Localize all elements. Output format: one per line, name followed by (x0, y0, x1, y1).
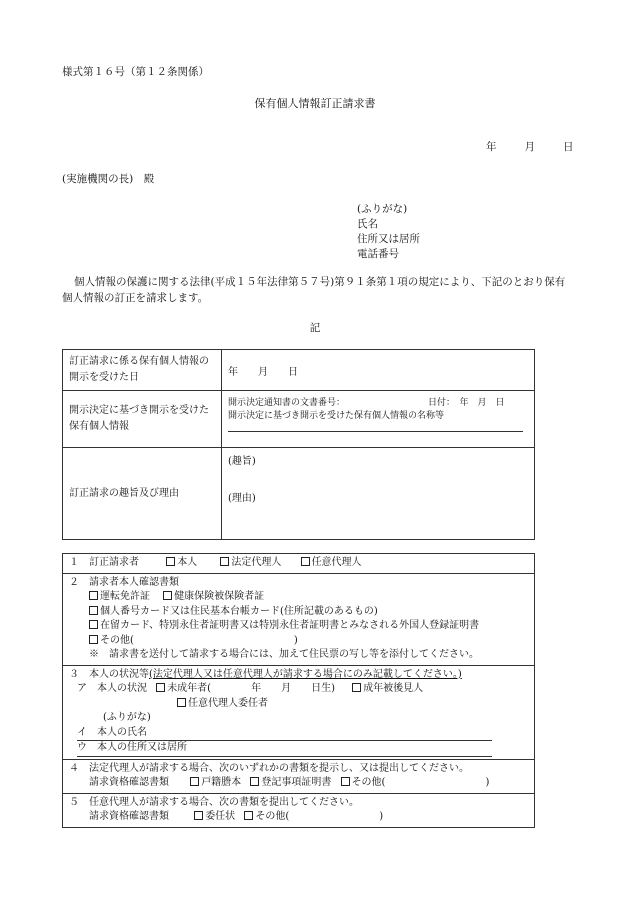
reason-label: (理由) (228, 493, 256, 504)
legal-rep-other-label: その他( ) (351, 777, 490, 788)
voluntary-principal-label: 任意代理人委任者 (188, 697, 268, 709)
other-id-checkbox[interactable] (89, 635, 98, 644)
applicant-name: 氏名 (357, 218, 378, 230)
adult-ward-label: 成年被後見人 (363, 683, 424, 694)
section-4-legal-rep-docs (63, 759, 535, 793)
principal-name-field[interactable] (77, 726, 492, 742)
health-insurance-label: 健康保険被保険者証 (174, 591, 265, 602)
mail-request-note: ※ 請求書を送付して請求する場合には、加えて住民票の写し等を添付してください。 (89, 649, 479, 660)
date-day: 日 (563, 141, 574, 153)
power-of-attorney-label: 委任状 (205, 811, 236, 822)
residence-card-label: 在留カード、特別永住者証明書又は特別永住者証明書とみなされる外国人登録証明書 (100, 620, 480, 631)
voluntary-rep-other-label: その他( ) (255, 811, 384, 822)
disclosed-info-field[interactable] (222, 391, 535, 448)
purpose-reason-label: 訂正請求の趣旨及び理由 (63, 448, 222, 540)
notice-doc-number-label: 開示決定通知書の文書番号： (228, 398, 346, 408)
section-2-id-documents (63, 573, 535, 665)
section-3-note: (法定代理人又は任意代理人が請求する場合にのみ記載してください。) (149, 668, 462, 680)
ki-heading: 記 (309, 322, 321, 334)
minor-label: 未成年者( 年 月 日生) (167, 683, 335, 694)
family-register-checkbox[interactable] (190, 777, 199, 786)
principal-address-field[interactable] (77, 741, 492, 757)
disclosed-info-name-line (228, 423, 523, 432)
applicant-phone: 電話番号 (357, 248, 399, 260)
intro-paragraph: 個人情報の保護に関する法律(平成１５年法律第５７号)第９１条第１項の規定により、下記のとおり保有個人情報の訂正を請求します。 (62, 276, 566, 304)
purpose-label: (趣旨) (228, 456, 256, 467)
voluntary-rep-other-checkbox[interactable] (244, 811, 253, 820)
self-label: 本人 (177, 557, 198, 568)
section-3-principal-status (63, 665, 535, 759)
section-5-voluntary-rep-docs (63, 793, 535, 827)
correction-details-table (62, 349, 535, 540)
section-3-label: ３ 本人の状況等 (69, 668, 149, 680)
registry-cert-label: 登記事項証明書 (261, 777, 332, 788)
date-year: 年 (486, 141, 497, 153)
document-title: 保有個人情報訂正請求書 (254, 97, 376, 110)
principal-address-label: ウ 本人の住所又は居所 (77, 742, 187, 753)
legal-rep-label: 法定代理人 (231, 557, 282, 568)
section-1-label: １ 訂正請求者 (69, 557, 139, 568)
principal-status-label: ア 本人の状況 (77, 683, 147, 694)
power-of-attorney-checkbox[interactable] (194, 811, 203, 820)
mynumber-card-checkbox[interactable] (89, 606, 98, 615)
drivers-license-checkbox[interactable] (89, 591, 98, 600)
date-month: 月 (524, 141, 535, 153)
form-number: 様式第１６号（第１２条関係） (62, 66, 209, 78)
voluntary-principal-checkbox[interactable] (177, 698, 186, 707)
section-4-label: ４ 法定代理人が請求する場合、次のいずれかの書類を提示し、又は提出してください。 (69, 762, 469, 774)
registry-cert-checkbox[interactable] (250, 777, 259, 786)
section-2-label: ２ 請求者本人確認書類 (69, 576, 179, 588)
applicant-address: 住所又は居所 (357, 233, 420, 245)
disclosure-date-label: 訂正請求に係る保有個人情報の開示を受けた日 (63, 350, 222, 391)
principal-name-label: イ 本人の氏名 (77, 726, 147, 738)
disclosure-date-field[interactable]: 年 月 日 (222, 350, 535, 391)
requester-info-table (62, 553, 535, 828)
section-1-requester (63, 554, 535, 574)
section-5-label: ５ 任意代理人が請求する場合、次の書類を提出してください。 (69, 796, 359, 808)
self-checkbox[interactable] (166, 557, 175, 566)
voluntary-rep-docs-label: 請求資格確認書類 (89, 811, 169, 822)
request-date (486, 139, 574, 154)
other-id-label: その他( ) (100, 634, 298, 646)
residence-card-checkbox[interactable] (89, 620, 98, 629)
voluntary-rep-checkbox[interactable] (301, 557, 310, 566)
purpose-reason-field[interactable] (222, 448, 535, 540)
minor-checkbox[interactable] (156, 683, 165, 692)
addressee: (実施機関の長) 殿 (62, 173, 155, 185)
mynumber-card-label: 個人番号カード又は住民基本台帳カード(住所記載のあるもの) (100, 605, 378, 617)
voluntary-rep-label: 任意代理人 (311, 557, 362, 568)
drivers-license-label: 運転免許証 (100, 591, 150, 602)
notice-date-label: 日付： 年 月 日 (428, 398, 505, 408)
legal-rep-other-checkbox[interactable] (341, 777, 350, 786)
legal-rep-checkbox[interactable] (220, 557, 229, 566)
adult-ward-checkbox[interactable] (352, 683, 361, 692)
disclosed-info-label: 開示決定に基づき開示を受けた保有個人情報 (63, 391, 222, 448)
health-insurance-checkbox[interactable] (163, 591, 172, 600)
disclosed-info-name-label: 開示決定に基づき開示を受けた保有個人情報の名称等 (228, 411, 445, 421)
applicant-furigana: (ふりがな) (357, 203, 408, 215)
legal-rep-docs-label: 請求資格確認書類 (89, 777, 169, 788)
family-register-label: 戸籍謄本 (201, 777, 242, 788)
principal-furigana-label: (ふりがな) (103, 712, 151, 723)
